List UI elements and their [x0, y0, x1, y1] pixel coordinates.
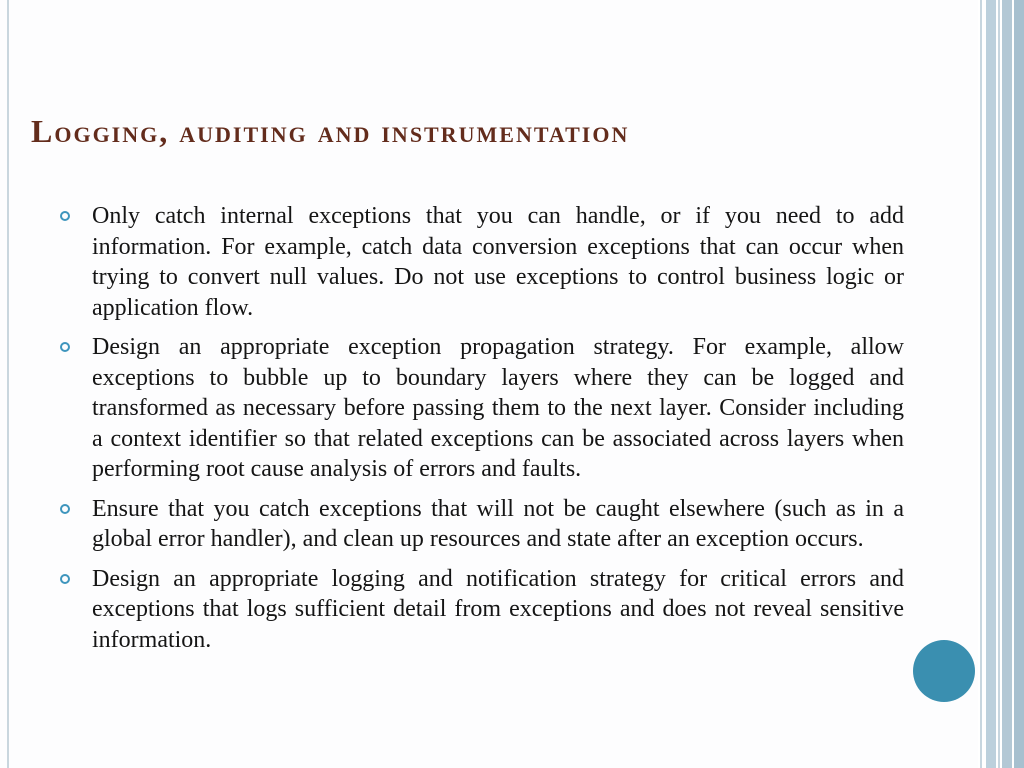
bullet-circle-icon — [60, 342, 70, 352]
bullet-text: Design an appropriate exception propagation strategy. For example, allow exceptions to bubble up to boundary layers where they can be logged and transformed as necessary before passing them to the next layer. Consider including a context identifier so that related exceptions can be associated across layers when performing root cause analysis of errors and faults. — [92, 334, 904, 482]
bullet-circle-icon — [60, 211, 70, 221]
bullet-list — [56, 201, 904, 664]
bullet-text: Only catch internal exceptions that you can handle, or if you need to add information. For example, catch data conversion exceptions that can occur when trying to convert null values. Do not use exceptions to control business logic or application flow. — [92, 203, 904, 321]
bullet-circle-icon — [60, 504, 70, 514]
bullet-text: Design an appropriate logging and notification strategy for critical errors and exceptions that logs sufficient detail from exceptions and does not reveal sensitive information. — [92, 565, 904, 653]
frame-stripe — [1002, 0, 1012, 768]
right-frame-stripes — [978, 0, 1024, 768]
frame-stripe — [1014, 0, 1024, 768]
decorative-circle-icon — [913, 640, 975, 702]
bullet-item — [56, 201, 904, 323]
frame-stripe — [986, 0, 996, 768]
slide-title: Logging, auditing and instrumentation — [31, 113, 630, 149]
bullet-item — [56, 564, 904, 656]
bullet-text: Ensure that you catch exceptions that will not be caught elsewhere (such as in a global error handler), and clean up resources and state after an exception occurs. — [92, 495, 904, 552]
left-border-line — [7, 0, 9, 768]
frame-stripe — [998, 0, 1000, 768]
bullet-circle-icon — [60, 574, 70, 584]
bullet-item — [56, 332, 904, 485]
bullet-item — [56, 494, 904, 555]
